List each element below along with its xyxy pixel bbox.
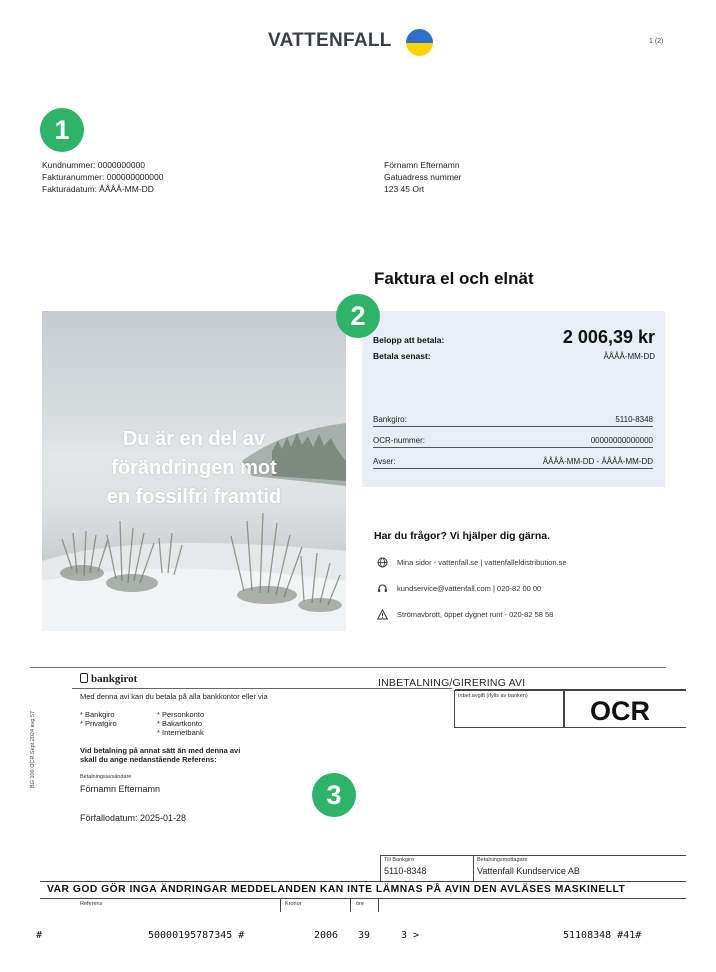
kronor-divider bbox=[280, 898, 281, 912]
warning-top-rule bbox=[40, 881, 686, 882]
bankgirot-logo bbox=[80, 673, 137, 685]
bankgiro-value: 5110-8348 bbox=[615, 415, 653, 424]
slip-notice-line-2: skall du ange nedanstående Referens: bbox=[80, 755, 217, 764]
amount-value: 2 006,39 kr bbox=[562, 327, 655, 347]
period-row bbox=[373, 453, 653, 469]
option-privatgiro: * Privatgiro bbox=[80, 719, 117, 728]
customer-number: Kundnummer: 0000000000 bbox=[42, 160, 146, 170]
recipient-address bbox=[384, 159, 461, 195]
step-badge-1: 1 bbox=[40, 108, 84, 152]
globe-icon bbox=[377, 557, 388, 568]
to-bankgiro-label: Till Bankgiro bbox=[384, 857, 415, 863]
payer-label: Betalningsavsändare bbox=[80, 774, 132, 780]
customer-info bbox=[42, 159, 163, 195]
recipient-name: Förnamn Efternamn bbox=[384, 160, 460, 170]
slogan-line-2: förändringen mot bbox=[111, 457, 277, 479]
slip-form-code: BG 100 OCR Sept 2024 avg 57 bbox=[30, 710, 36, 788]
option-internetbank: * Internetbank bbox=[157, 728, 204, 737]
slogan-line-3: en fossilfri framtid bbox=[106, 486, 282, 508]
warning-icon bbox=[377, 609, 388, 620]
vattenfall-logo-icon bbox=[406, 29, 433, 56]
amount-label: Belopp att betala: bbox=[373, 335, 445, 345]
bankgirot-mark-icon bbox=[80, 673, 88, 683]
period-value: ÅÅÅÅ-MM-DD - ÅÅÅÅ-MM-DD bbox=[542, 457, 653, 466]
bankgiro-row bbox=[373, 411, 653, 427]
option-bankgiro: * Bankgiro bbox=[80, 710, 115, 719]
vattenfall-logo-text: VATTENFALL bbox=[268, 30, 392, 51]
step-badge-3: 3 bbox=[312, 773, 356, 817]
recipient-postal: 123 45 Ort bbox=[384, 184, 425, 194]
help-website-text: Mina sidor - vattenfall.se | vattenfalleldistribution.se bbox=[397, 558, 567, 567]
ocr-label: OCR-nummer: bbox=[373, 436, 426, 445]
reference-label: Referens bbox=[80, 901, 103, 907]
ocr-line-hash: # bbox=[36, 930, 43, 941]
option-personkonto: * Personkonto bbox=[157, 710, 205, 719]
bankgiro-label: Bankgiro: bbox=[373, 415, 407, 424]
option-bakartkonto: * Bakartkonto bbox=[157, 719, 203, 728]
options-right bbox=[157, 710, 204, 737]
photo-slogan bbox=[42, 425, 346, 512]
ocr-row bbox=[373, 432, 653, 448]
period-label: Avser: bbox=[373, 457, 396, 466]
bankgirot-logo-text: bankgirot bbox=[91, 673, 138, 685]
recipient-street: Gatuadress nummer bbox=[384, 172, 462, 182]
winter-photo bbox=[42, 311, 346, 631]
giro-heading: INBETALNING/GIRERING AVI bbox=[378, 677, 526, 689]
recipient-label: Betalningsmottagare bbox=[477, 857, 528, 863]
kronor-label: Kronor bbox=[285, 901, 302, 907]
due-label: Betala senast: bbox=[373, 351, 431, 361]
headset-icon bbox=[377, 583, 388, 594]
ocr-line-check: 3 > bbox=[401, 930, 420, 941]
ore-divider-left bbox=[350, 898, 351, 912]
ocr-line-reference: 50000195787345 # bbox=[148, 930, 245, 941]
ore-label: öre bbox=[356, 901, 364, 907]
slogan-line-1: Du är en del av bbox=[122, 428, 266, 450]
machine-read-warning: VAR GOD GÖR INGA ÄNDRINGAR MEDDELANDEN KAN INTE LÄMNAS PÅ AVIN DEN AVLÄSES MASKINELLT bbox=[47, 884, 626, 895]
help-item-outage bbox=[377, 609, 553, 620]
ocr-line-account: 51108348 #41# bbox=[563, 930, 642, 941]
invoice-number: Fakturanummer: 000000000000 bbox=[42, 172, 164, 182]
help-item-support bbox=[377, 583, 541, 594]
slip-notice bbox=[80, 746, 240, 764]
due-date-value: ÅÅÅÅ-MM-DD bbox=[603, 352, 655, 361]
ore-divider-right bbox=[378, 898, 379, 912]
help-outage-text: Strömavbrott, öppet dygnet runt - 020-82 58 58 bbox=[397, 610, 554, 619]
payment-summary-box bbox=[362, 311, 665, 487]
fee-box bbox=[454, 690, 564, 728]
recipient-top-rule bbox=[380, 855, 686, 856]
ocr-box bbox=[564, 690, 686, 728]
payer-name: Förnamn Efternamn bbox=[80, 784, 161, 794]
giro-tear-line bbox=[30, 667, 666, 668]
help-item-website bbox=[377, 557, 567, 568]
invoice-date: Fakturadatum: ÅÅÅÅ-MM-DD bbox=[42, 184, 154, 194]
help-support-text: kundservice@vattenfall.com | 020-82 00 00 bbox=[397, 584, 542, 593]
slip-notice-line-1: Vid betalning på annat sätt än med denna avi bbox=[80, 746, 241, 755]
step-badge-2: 2 bbox=[336, 294, 380, 338]
warning-bottom-rule bbox=[40, 898, 686, 899]
slip-intro: Med denna avi kan du betala på alla bankkontor eller via bbox=[80, 692, 268, 701]
options-left bbox=[80, 710, 117, 728]
ocr-line-kronor: 2006 bbox=[314, 930, 339, 941]
recipient-left-rule bbox=[380, 855, 381, 881]
to-bankgiro-value: 5110-8348 bbox=[384, 866, 427, 876]
slip-due-date: Förfallodatum: 2025-01-28 bbox=[80, 813, 187, 823]
page-number: 1 (2) bbox=[649, 38, 664, 45]
ocr-value: 00000000000000 bbox=[590, 436, 653, 445]
ocr-box-text: OCR bbox=[590, 696, 650, 726]
recipient-mid-rule bbox=[473, 855, 474, 881]
invoice-title: Faktura el och elnät bbox=[374, 269, 534, 288]
recipient-value: Vattenfall Kundservice AB bbox=[477, 866, 580, 876]
fee-box-label: Inbet.avgift (ifylls av banken) bbox=[458, 693, 528, 699]
ocr-line-ore: 39 bbox=[358, 930, 371, 941]
help-title: Har du frågor? Vi hjälper dig gärna. bbox=[374, 530, 551, 542]
